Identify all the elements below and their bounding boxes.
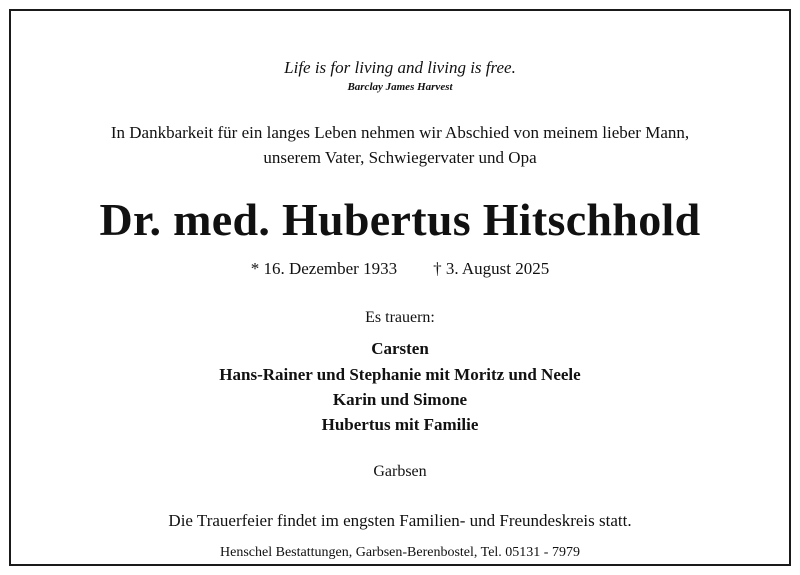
place: Garbsen <box>373 463 427 480</box>
motto-quote: Life is for living and living is free. <box>284 58 516 77</box>
service-note: Die Trauerfeier findet im engsten Familien- und Freundeskreis statt. <box>168 511 632 530</box>
undertaker-info: Henschel Bestattungen, Garbsen-Berenbostel, Tel. 05131 - 7979 <box>220 545 580 560</box>
mourner-name: Carsten <box>371 339 429 358</box>
mourners-label: Es trauern: <box>365 309 435 326</box>
intro-text-line-1: In Dankbarkeit für ein langes Leben nehmen wir Abschied von meinem lieber Mann, <box>110 123 690 142</box>
intro-text-line-2: unserem Vater, Schwiegervater und Opa <box>263 148 537 167</box>
mourner-name: Hubertus mit Familie <box>321 415 479 434</box>
motto-author: Barclay James Harvest <box>347 81 453 93</box>
life-dates <box>11 259 789 279</box>
deceased-name: Dr. med. Hubertus Hitschhold <box>99 194 701 245</box>
birth-date: * 16. Dezember 1933 <box>250 259 398 278</box>
mourner-name: Karin und Simone <box>332 390 468 409</box>
obituary-notice <box>9 9 791 566</box>
death-date: † 3. August 2025 <box>433 259 550 278</box>
mourner-name: Hans-Rainer und Stephanie mit Moritz und Neele <box>219 365 581 384</box>
